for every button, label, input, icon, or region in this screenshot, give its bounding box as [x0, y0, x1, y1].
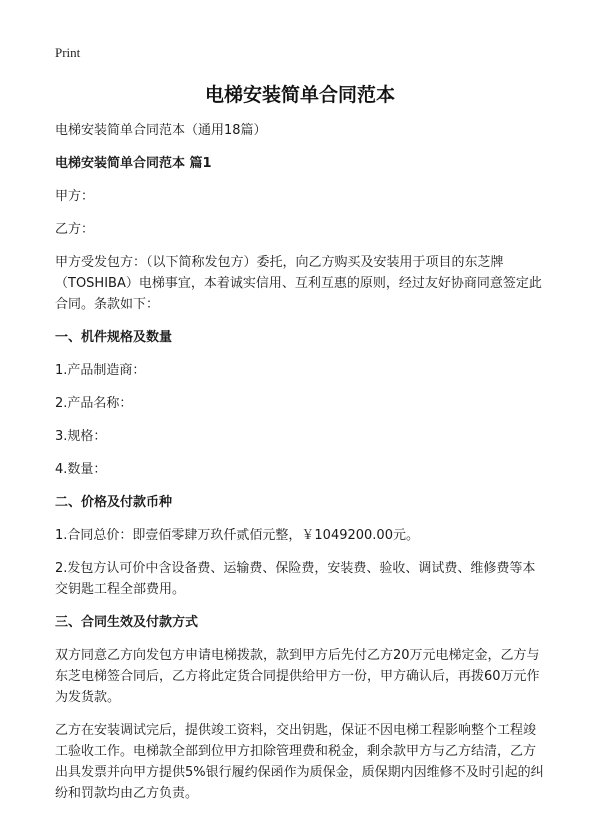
section-1-item: 4.数量： [55, 462, 107, 477]
section-1-heading: 一、机件规格及数量 [55, 330, 173, 345]
party-a-line: 甲方： [55, 189, 95, 204]
section-3-paragraph: 双方同意乙方向发包方申请电梯拨款，款到甲方后先付乙方20万元电梯定金，乙方与东芝电梯签合同后，乙方将此定货合同提供给甲方一份，甲方确认后，再拨60万元作为发货款。 [55, 648, 540, 705]
section-3-paragraph: 乙方在安装调试完后，提供竣工资料，交出钥匙，保证不因电梯工程影响整个工程竣工验收工作。电梯款全部到位甲方扣除管理费和税金，剩余款甲方与乙方结清，乙方出具发票并向甲方提供5%银行履约保函作为质保金，质保期内因维修不及时引起的纠纷和罚款均由乙方负责。 [55, 723, 544, 801]
page-title: 电梯安装简单合同范本 [204, 84, 395, 106]
article-title: 电梯安装简单合同范本 篇1 [55, 156, 212, 171]
section-1-item: 3.规格： [55, 429, 107, 444]
section-2-item: 2.发包方认可价中含设备费、运输费、保险费，安装费、验收、调试费、维修费等本交钥匙工程全部费用。 [55, 561, 536, 597]
section-1-item: 1.产品制造商： [55, 363, 146, 378]
intro-paragraph: 甲方受发包方：（以下简称发包方）委托，向乙方购买及安装用于项目的东芝牌（TOSHIBA）电梯事宜，本着诚实信用、互利互惠的原则，经过友好协商同意签定此合同。条款如下： [55, 255, 542, 312]
document-body [55, 120, 545, 816]
section-2-heading: 二、价格及付款币种 [55, 495, 173, 510]
party-b-line: 乙方： [55, 222, 95, 237]
section-1-item: 2.产品名称： [55, 396, 133, 411]
section-2-item: 1.合同总价：即壹佰零肆万玖仟贰佰元整，￥1049200.00元。 [55, 528, 419, 543]
print-link[interactable]: Print [55, 45, 81, 60]
document-subtitle: 电梯安装简单合同范本（通用18篇） [55, 123, 267, 138]
section-3-heading: 三、合同生效及付款方式 [55, 615, 199, 630]
